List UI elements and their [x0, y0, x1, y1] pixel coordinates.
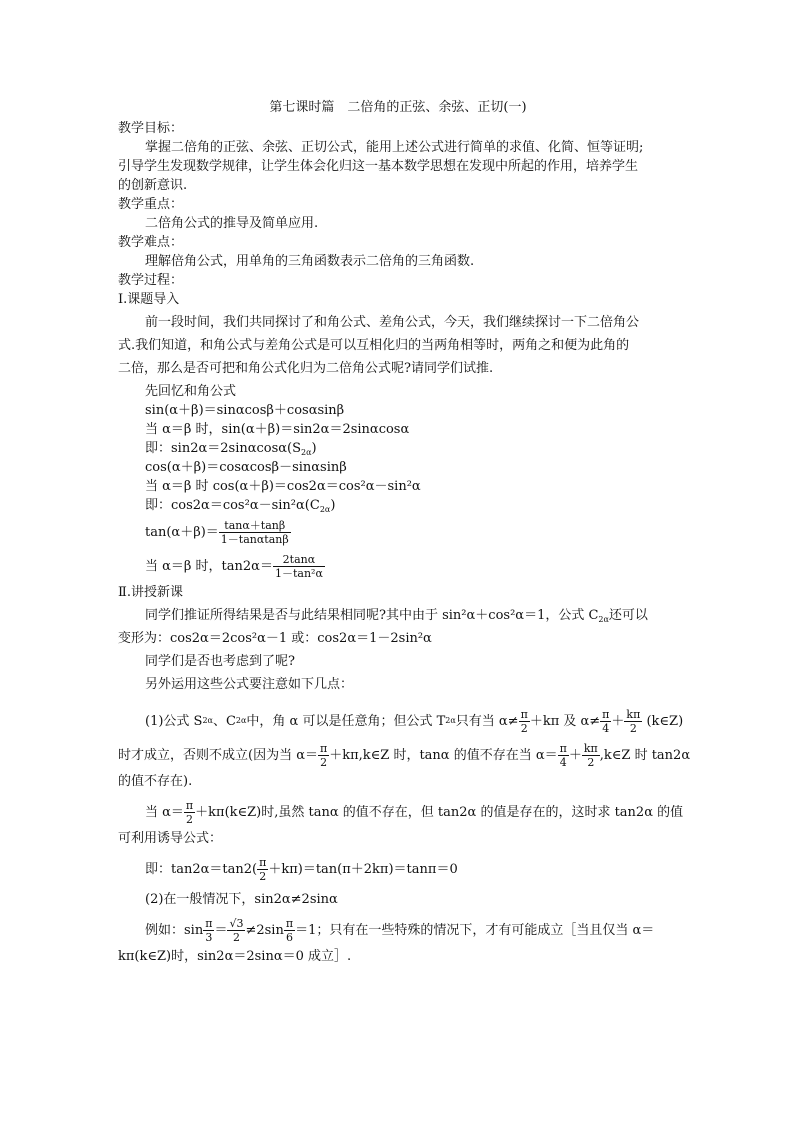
intro-line-2: 式.我们知道，和角公式与差角公式是可以互相化归的当两角相等时，两角之和便为此角的	[118, 338, 630, 353]
point-1-line-5: 可利用诱导公式：	[118, 831, 223, 846]
fraction: $\frac{k\pi}{2}$	[626, 707, 641, 735]
fraction: $\frac{√3}{2}$	[229, 916, 244, 944]
point-1-line-1: (1)公式 S 2α 、C 2α 中，角 α 可以是任意角；但公式 T 2α 只有当 α≠ $\frac{\pi}{2}$ ＋kπ 及 α≠ $\frac{\pi}{4}$ ＋ $\frac{k\pi}{2}$ (k∈Z)	[145, 707, 684, 735]
formula-tan-sum: tan(α＋β)＝ $\frac{\tan\alpha+\tan\beta}{1-\tan\alpha\tan\beta}$	[145, 518, 289, 546]
point-1-line-6: 即：tan2α＝tan2( $\frac{\pi}{2}$ ＋kπ)＝tan(π＋2kπ)＝tanπ＝0	[145, 855, 458, 883]
point-1-line-2: 时才成立，否则不成立(因为当 α＝ $\frac{\pi}{2}$ ＋kπ,k∈Z 时，tanα 的值不存在当 α＝ $\frac{\pi}{4}$ ＋ $\frac{k\pi}{2}$ ,k∈Z 时 tan2α	[118, 741, 691, 769]
point-2-line-1: (2)在一般情况下，sin2α≠2sinα	[145, 892, 338, 907]
key-heading: 教学重点：	[118, 197, 184, 212]
formula-s2a: 即：$\sin 2\alpha=2\sin\alpha\cos\alpha(S_{2\alpha})$	[145, 441, 317, 457]
lecture-line-4: 另外运用这些公式要注意如下几点：	[145, 677, 354, 692]
goal-line-2: 引导学生发现数学规律，让学生体会化归这一基本数学思想在发现中所起的作用，培养学生	[118, 159, 639, 174]
lecture-line-2: 变形为：cos2α＝2cos²α－1 或：cos2α＝1－2sin²α	[118, 631, 432, 646]
section-2-heading: Ⅱ.讲授新课	[118, 585, 183, 600]
goal-line-1: 掌握二倍角的正弦、余弦、正切公式，能用上述公式进行简单的求值、化简、恒等证明;	[145, 140, 644, 155]
point-1-line-4: 当 α＝ $\frac{\pi}{2}$ ＋kπ(k∈Z)时,虽然 tanα 的值不存在，但 tan2α 的值是存在的，这时求 tan2α 的值	[145, 798, 684, 826]
formula-cos-double: 当 α＝β 时 cos(α＋β)＝cos2α＝cos²α－sin²α	[145, 479, 421, 494]
difficulty-heading: 教学难点：	[118, 235, 184, 250]
intro-line-1: 前一段时间，我们共同探讨了和角公式、差角公式，今天，我们继续探讨一下二倍角公	[145, 315, 640, 330]
fraction: $\frac{\pi}{3}$	[205, 916, 213, 944]
lecture-line-3: 同学们是否也考虑到了呢?	[145, 654, 295, 669]
difficulty-text: 理解倍角公式，用单角的三角函数表示二倍角的三角函数.	[145, 254, 475, 269]
fraction: $\frac{2\tan\alpha}{\text{1－tan²α}}$	[274, 552, 323, 580]
fraction: $\frac{k\pi}{2}$	[583, 741, 598, 769]
document-body	[118, 98, 691, 966]
point-1-line-3: 的值不存在).	[118, 774, 193, 789]
fraction: $\frac{\pi}{2}$	[319, 741, 328, 769]
goal-heading: 教学目标：	[118, 121, 184, 136]
formula-sin-sum: sin(α＋β)＝sinαcosβ＋cosαsinβ	[145, 403, 345, 418]
goal-line-3: 的创新意识.	[118, 178, 188, 193]
fraction: $\frac{\tan\alpha+\tan\beta}{1-\tan\alpha\tan\beta}$	[220, 518, 289, 546]
point-2-line-2: 例如：sin $\frac{\pi}{3}$ ＝ $\frac{√3}{2}$ ≠2sin $\frac{\pi}{6}$ ＝1；只有在一些特殊的情况下，才有可能成立［当且仅当 α＝	[145, 916, 655, 944]
formula-tan-double: 当 α＝β 时，tan2α＝ $\frac{2\tan\alpha}{\text{1－tan²α}}$	[145, 552, 323, 580]
formula-cos-sum: cos(α＋β)＝cosαcosβ－sinαsinβ	[145, 460, 347, 475]
section-1-heading: Ⅰ.课题导入	[118, 292, 180, 307]
formula-sin-double: 当 α＝β 时，sin(α＋β)＝sin2α＝2sinαcosα	[145, 422, 410, 437]
fraction: $\frac{\pi}{2}$	[259, 855, 267, 883]
fraction: $\frac{\pi}{4}$	[559, 741, 567, 769]
document-title: 第七课时篇 二倍角的正弦、余弦、正切(一)	[269, 100, 527, 115]
fraction: $\frac{\pi}{2}$	[520, 707, 528, 735]
fraction: $\frac{\pi}{6}$	[285, 916, 294, 944]
point-2-line-3: kπ(k∈Z)时，sin2α＝2sinα＝0 成立］.	[118, 949, 352, 964]
recall-text: 先回忆和角公式	[145, 384, 237, 399]
lecture-line-1: 同学们推证所得结果是否与此结果相同呢?其中由于 sin²α＋cos²α＝1，公式 $C_{2\alpha}$还可以	[145, 608, 648, 624]
key-text: 二倍角公式的推导及简单应用.	[145, 216, 319, 231]
process-heading: 教学过程：	[118, 273, 184, 288]
fraction: $\frac{\pi}{2}$	[185, 798, 194, 826]
formula-c2a: 即：$\cos 2\alpha=\cos^2\alpha-\sin^2\alpha(C_{2\alpha})$	[145, 498, 336, 514]
intro-line-3: 二倍，那么是否可把和角公式化归为二倍角公式呢?请同学们试推.	[118, 361, 494, 376]
fraction: $\frac{\pi}{4}$	[602, 707, 610, 735]
